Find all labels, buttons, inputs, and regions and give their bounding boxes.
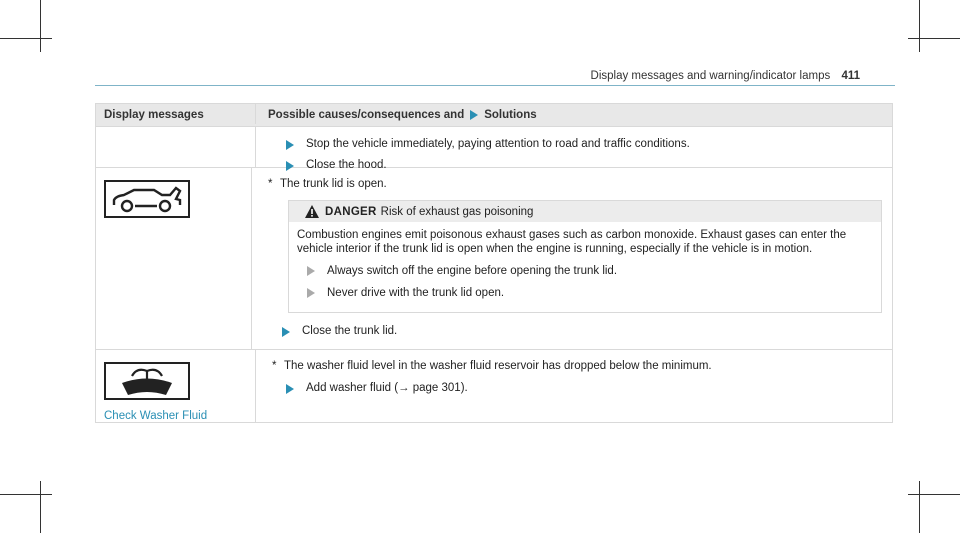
solution-arrow-icon [286,384,294,394]
warning-triangle-icon [305,205,319,218]
display-message-caption: Check Washer Fluid [104,410,208,422]
solution-arrow-icon [307,266,315,276]
running-header [591,70,860,82]
table-row [96,126,892,171]
solution-step [286,382,882,394]
crop-mark [908,494,960,495]
causes-cell [256,127,892,171]
crop-mark [40,0,41,52]
cause-text: The trunk lid is open. [280,178,387,190]
crop-mark [919,0,920,52]
crop-mark [0,494,52,495]
solution-arrow-icon [470,110,478,120]
danger-body [289,222,881,312]
crop-mark [919,481,920,533]
table-row [96,167,892,349]
column-header-solutions-label: Solutions [484,109,537,121]
solution-step [286,138,882,150]
crop-mark [40,481,41,533]
table-row [96,349,892,422]
solution-step-text: Close the trunk lid. [302,325,398,337]
crop-mark [0,38,52,39]
causes-cell [252,168,892,349]
display-cell [96,127,256,167]
running-title: Display messages and warning/indicator lamps [590,70,831,82]
display-messages-table [95,103,893,423]
solution-step [282,325,882,337]
danger-notice [288,200,882,313]
solution-step-text: Stop the vehicle immediately, paying attention to road and traffic conditions. [306,138,690,150]
crop-mark [908,38,960,39]
table-header-row [96,104,892,126]
danger-title: Risk of exhaust gas poisoning [380,205,534,218]
display-cell [96,350,256,422]
solution-step-text: Close the hood. [306,159,387,171]
danger-step-text: Always switch off the engine before opening the trunk lid. [327,265,618,277]
solution-arrow-icon [286,140,294,150]
column-header-display-messages: Display messages [96,104,256,124]
trunk-open-icon [104,180,190,218]
cause-text: The washer fluid level in the washer fluid reservoir has dropped below the minimum. [284,360,712,372]
page-reference-link[interactable]: Add washer fluid (→ page 301). [306,382,468,394]
danger-text: Combustion engines emit poisonous exhaust gases such as carbon monoxide. Exhaust gases can enter the vehicle interior if the trunk lid is open when the engine is running, especially if the vehicle is in motion. [297,229,847,255]
solution-arrow-icon [282,327,290,337]
danger-step-text: Never drive with the trunk lid open. [327,287,505,299]
header-rule [95,85,895,86]
danger-step [307,286,873,300]
washer-fluid-icon [104,362,190,400]
cause-line: * The washer fluid level in the washer fluid reservoir has dropped below the minimum. [272,360,712,372]
danger-signal-word: DANGER [325,205,377,218]
column-header-causes-label: Possible causes/consequences and [268,109,465,121]
page-number: 411 [841,70,860,82]
causes-cell [256,350,892,422]
solution-arrow-icon [307,288,315,298]
danger-step [307,264,873,278]
display-cell [96,168,252,349]
cause-line: * The trunk lid is open. [268,178,387,190]
column-header-causes [256,104,892,126]
danger-heading [289,201,881,222]
